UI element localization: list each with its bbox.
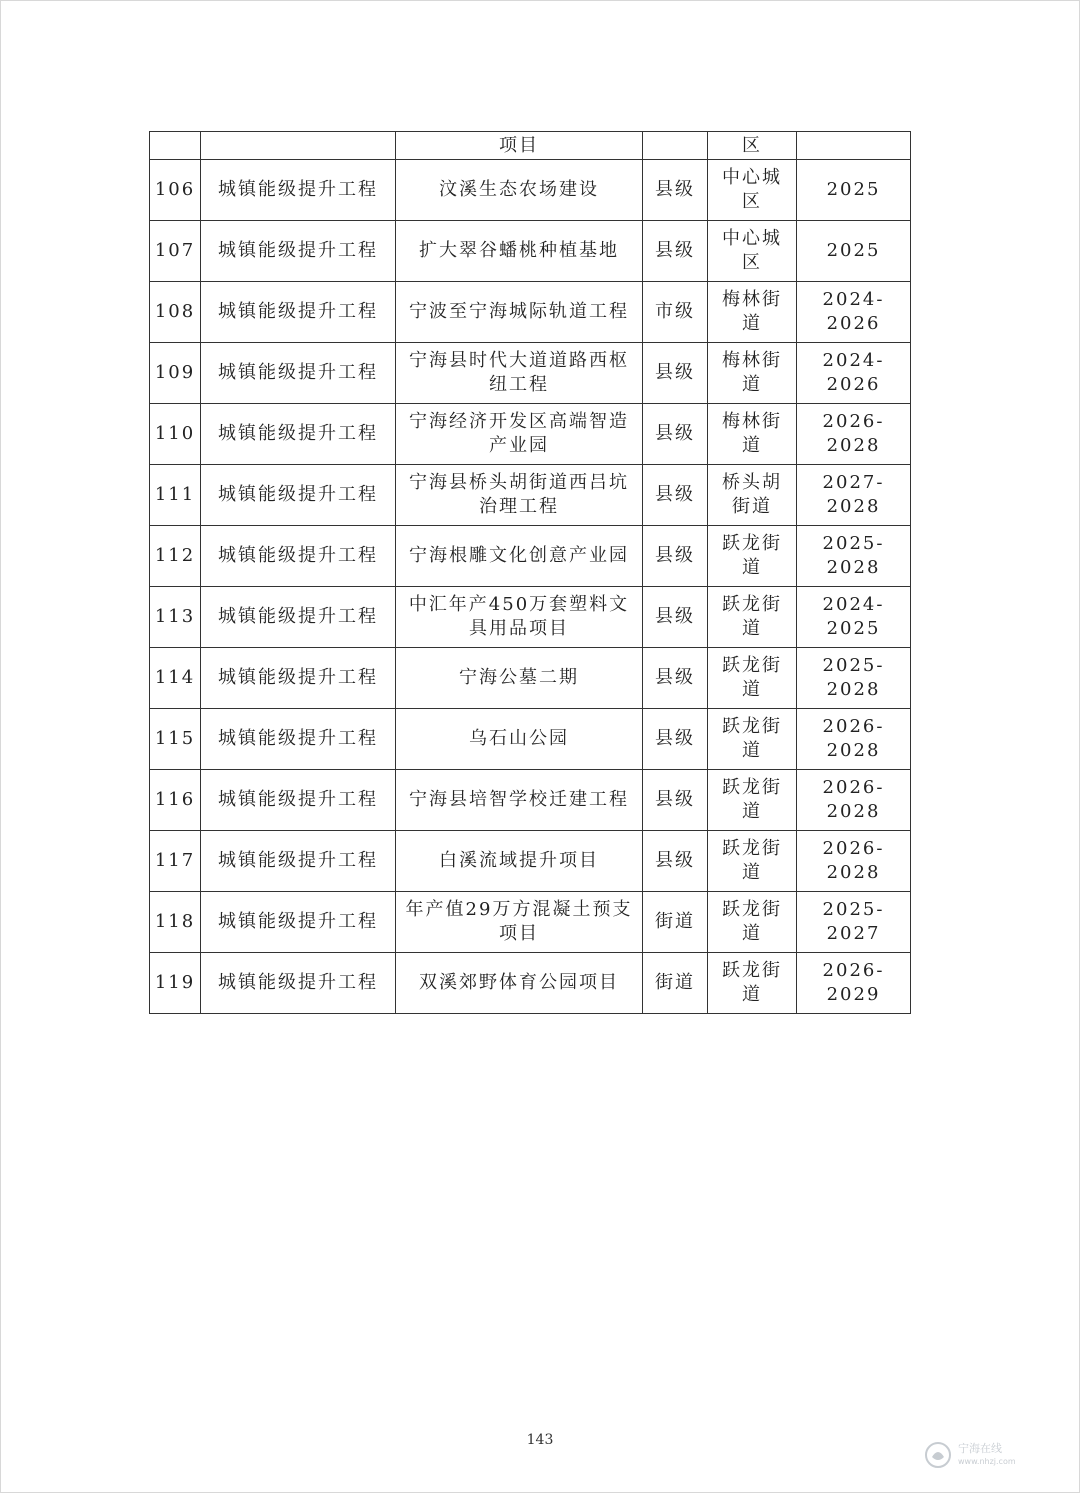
row-category-text: 城镇能级提升工程 xyxy=(218,606,378,627)
table-header-row xyxy=(150,132,911,160)
row-category-text: 城镇能级提升工程 xyxy=(218,545,378,566)
row-year xyxy=(797,404,911,465)
row-level xyxy=(643,282,708,343)
row-level xyxy=(643,953,708,1014)
row-project-name xyxy=(396,282,643,343)
site-watermark xyxy=(924,1435,1044,1475)
row-number xyxy=(150,282,201,343)
row-level-text: 县级 xyxy=(655,667,695,688)
row-year xyxy=(797,465,911,526)
table-row xyxy=(150,953,911,1014)
header-cell-level xyxy=(643,132,708,160)
row-number xyxy=(150,343,201,404)
row-area xyxy=(708,648,797,709)
table-row xyxy=(150,587,911,648)
row-project-name xyxy=(396,221,643,282)
header-cell-category xyxy=(201,132,396,160)
row-number-text: 113 xyxy=(154,606,196,627)
row-number-text: 110 xyxy=(154,423,196,444)
row-level xyxy=(643,709,708,770)
row-area-text: 中心城区 xyxy=(722,167,782,212)
row-level xyxy=(643,221,708,282)
row-year xyxy=(797,709,911,770)
row-level-text: 县级 xyxy=(655,606,695,627)
row-year-text: 2024-2025 xyxy=(822,594,885,639)
row-year-text: 2027-2028 xyxy=(822,472,885,517)
row-number-text: 118 xyxy=(154,911,196,932)
row-level-text: 县级 xyxy=(655,728,695,749)
row-area-text: 跃龙街道 xyxy=(722,533,782,578)
row-project-name-text: 宁海县时代大道道路西枢纽工程 xyxy=(409,350,629,395)
table-row xyxy=(150,282,911,343)
row-number-text: 119 xyxy=(154,972,196,993)
row-level-text: 县级 xyxy=(655,423,695,444)
row-area xyxy=(708,770,797,831)
row-category xyxy=(201,526,396,587)
row-project-name xyxy=(396,770,643,831)
row-year xyxy=(797,343,911,404)
table-row xyxy=(150,709,911,770)
row-category-text: 城镇能级提升工程 xyxy=(218,850,378,871)
row-area xyxy=(708,587,797,648)
row-category xyxy=(201,160,396,221)
row-year-text: 2024-2026 xyxy=(822,350,885,395)
row-category-text: 城镇能级提升工程 xyxy=(218,911,378,932)
row-year-text: 2025 xyxy=(826,179,881,200)
row-project-name xyxy=(396,587,643,648)
watermark-site-name: 宁海在线 xyxy=(958,1442,1002,1455)
row-level xyxy=(643,465,708,526)
row-area xyxy=(708,892,797,953)
row-project-name-text: 宁海公墓二期 xyxy=(459,667,579,688)
row-year xyxy=(797,831,911,892)
row-year-text: 2024-2026 xyxy=(822,289,885,334)
row-number-text: 111 xyxy=(154,484,196,505)
row-number xyxy=(150,953,201,1014)
row-number xyxy=(150,831,201,892)
row-area-text: 桥头胡街道 xyxy=(722,472,782,517)
row-area-text: 跃龙街道 xyxy=(722,838,782,883)
row-area-text: 梅林街道 xyxy=(722,350,782,395)
row-project-name-text: 乌石山公园 xyxy=(469,728,569,749)
header-cell-number xyxy=(150,132,201,160)
row-area xyxy=(708,343,797,404)
table-row xyxy=(150,770,911,831)
table-row xyxy=(150,404,911,465)
row-area xyxy=(708,221,797,282)
row-category xyxy=(201,282,396,343)
row-number-text: 107 xyxy=(154,240,196,261)
row-level-text: 县级 xyxy=(655,850,695,871)
row-number-text: 106 xyxy=(154,179,196,200)
table-row xyxy=(150,465,911,526)
row-year-text: 2026-2028 xyxy=(822,411,885,456)
row-category xyxy=(201,221,396,282)
watermark-logo-icon xyxy=(924,1441,952,1469)
row-category-text: 城镇能级提升工程 xyxy=(218,240,378,261)
row-project-name xyxy=(396,892,643,953)
row-level-text: 县级 xyxy=(655,362,695,383)
row-project-name xyxy=(396,831,643,892)
row-area-text: 梅林街道 xyxy=(722,289,782,334)
row-level xyxy=(643,648,708,709)
row-project-name xyxy=(396,953,643,1014)
row-category-text: 城镇能级提升工程 xyxy=(218,423,378,444)
row-year-text: 2026-2028 xyxy=(822,838,885,883)
row-area xyxy=(708,404,797,465)
row-year xyxy=(797,648,911,709)
row-year-text: 2025-2027 xyxy=(822,899,885,944)
header-cell-year xyxy=(797,132,911,160)
row-number-text: 109 xyxy=(154,362,196,383)
row-number xyxy=(150,770,201,831)
row-year-text: 2026-2028 xyxy=(822,716,885,761)
row-category-text: 城镇能级提升工程 xyxy=(218,972,378,993)
row-year xyxy=(797,892,911,953)
row-project-name-text: 白溪流域提升项目 xyxy=(439,850,599,871)
row-project-name xyxy=(396,404,643,465)
row-area-text: 跃龙街道 xyxy=(722,655,782,700)
row-level xyxy=(643,587,708,648)
row-project-name xyxy=(396,343,643,404)
row-category-text: 城镇能级提升工程 xyxy=(218,362,378,383)
row-level-text: 街道 xyxy=(655,972,695,993)
row-category xyxy=(201,709,396,770)
row-category-text: 城镇能级提升工程 xyxy=(218,484,378,505)
row-number xyxy=(150,465,201,526)
row-project-name xyxy=(396,526,643,587)
row-year xyxy=(797,953,911,1014)
row-category xyxy=(201,343,396,404)
row-area-text: 跃龙街道 xyxy=(722,899,782,944)
row-number xyxy=(150,709,201,770)
row-category xyxy=(201,831,396,892)
row-category xyxy=(201,404,396,465)
row-project-name xyxy=(396,465,643,526)
header-cell-project: 项目 xyxy=(396,132,643,160)
row-year-text: 2025 xyxy=(826,240,881,261)
row-number-text: 116 xyxy=(154,789,196,810)
row-area xyxy=(708,160,797,221)
row-level-text: 县级 xyxy=(655,179,695,200)
row-category xyxy=(201,465,396,526)
row-number xyxy=(150,160,201,221)
row-number-text: 115 xyxy=(154,728,196,749)
row-area xyxy=(708,953,797,1014)
row-number-text: 112 xyxy=(154,545,196,566)
row-category xyxy=(201,953,396,1014)
row-year xyxy=(797,587,911,648)
row-project-name-text: 扩大翠谷蟠桃种植基地 xyxy=(419,240,619,261)
table-row xyxy=(150,831,911,892)
row-level xyxy=(643,343,708,404)
row-category-text: 城镇能级提升工程 xyxy=(218,667,378,688)
row-area xyxy=(708,526,797,587)
row-number-text: 108 xyxy=(154,301,196,322)
row-level-text: 县级 xyxy=(655,789,695,810)
row-area xyxy=(708,831,797,892)
row-year-text: 2025-2028 xyxy=(822,533,885,578)
row-category-text: 城镇能级提升工程 xyxy=(218,728,378,749)
row-category xyxy=(201,892,396,953)
row-year-text: 2025-2028 xyxy=(822,655,885,700)
row-year xyxy=(797,221,911,282)
table-row xyxy=(150,526,911,587)
row-area xyxy=(708,465,797,526)
row-year xyxy=(797,282,911,343)
row-category-text: 城镇能级提升工程 xyxy=(218,179,378,200)
row-level xyxy=(643,892,708,953)
row-level xyxy=(643,526,708,587)
row-number xyxy=(150,892,201,953)
row-project-name-text: 宁海经济开发区高端智造产业园 xyxy=(409,411,629,456)
row-project-name-text: 双溪郊野体育公园项目 xyxy=(419,972,619,993)
row-area-text: 跃龙街道 xyxy=(722,716,782,761)
row-area-text: 梅林街道 xyxy=(722,411,782,456)
row-area-text: 跃龙街道 xyxy=(722,777,782,822)
row-project-name-text: 年产值29万方混凝土预支项目 xyxy=(405,899,633,944)
row-project-name-text: 宁海县桥头胡街道西吕坑治理工程 xyxy=(409,472,629,517)
row-area xyxy=(708,282,797,343)
row-category xyxy=(201,587,396,648)
row-number xyxy=(150,587,201,648)
table-row xyxy=(150,221,911,282)
row-level xyxy=(643,160,708,221)
row-number xyxy=(150,221,201,282)
row-area-text: 跃龙街道 xyxy=(722,594,782,639)
row-level-text: 街道 xyxy=(655,911,695,932)
row-project-name-text: 中汇年产450万套塑料文具用品项目 xyxy=(408,594,630,639)
row-category-text: 城镇能级提升工程 xyxy=(218,301,378,322)
row-project-name-text: 宁波至宁海城际轨道工程 xyxy=(409,301,629,322)
row-level xyxy=(643,770,708,831)
row-number-text: 114 xyxy=(154,667,196,688)
row-number xyxy=(150,404,201,465)
watermark-url: www.nhzj.com xyxy=(958,1457,1016,1466)
row-project-name-text: 宁海根雕文化创意产业园 xyxy=(409,545,629,566)
row-number xyxy=(150,526,201,587)
row-level-text: 县级 xyxy=(655,545,695,566)
row-year xyxy=(797,160,911,221)
row-level-text: 县级 xyxy=(655,484,695,505)
row-area-text: 中心城区 xyxy=(722,228,782,273)
row-area xyxy=(708,709,797,770)
table-row xyxy=(150,343,911,404)
row-category-text: 城镇能级提升工程 xyxy=(218,789,378,810)
row-level-text: 县级 xyxy=(655,240,695,261)
row-category xyxy=(201,770,396,831)
row-level xyxy=(643,404,708,465)
row-year xyxy=(797,770,911,831)
row-project-name xyxy=(396,160,643,221)
page-number: 143 xyxy=(526,1432,554,1448)
table-row xyxy=(150,892,911,953)
row-level-text: 市级 xyxy=(655,301,695,322)
row-project-name-text: 汶溪生态农场建设 xyxy=(439,179,599,200)
row-project-name-text: 宁海县培智学校迁建工程 xyxy=(409,789,629,810)
row-project-name xyxy=(396,648,643,709)
table-row xyxy=(150,648,911,709)
row-category xyxy=(201,648,396,709)
row-year xyxy=(797,526,911,587)
row-year-text: 2026-2028 xyxy=(822,777,885,822)
row-number xyxy=(150,648,201,709)
row-number-text: 117 xyxy=(154,850,196,871)
projects-table xyxy=(149,131,911,1014)
header-cell-area: 区 xyxy=(708,132,797,160)
row-area-text: 跃龙街道 xyxy=(722,960,782,1005)
table-row xyxy=(150,160,911,221)
row-year-text: 2026-2029 xyxy=(822,960,885,1005)
table-body xyxy=(150,132,911,1014)
row-level xyxy=(643,831,708,892)
row-project-name xyxy=(396,709,643,770)
